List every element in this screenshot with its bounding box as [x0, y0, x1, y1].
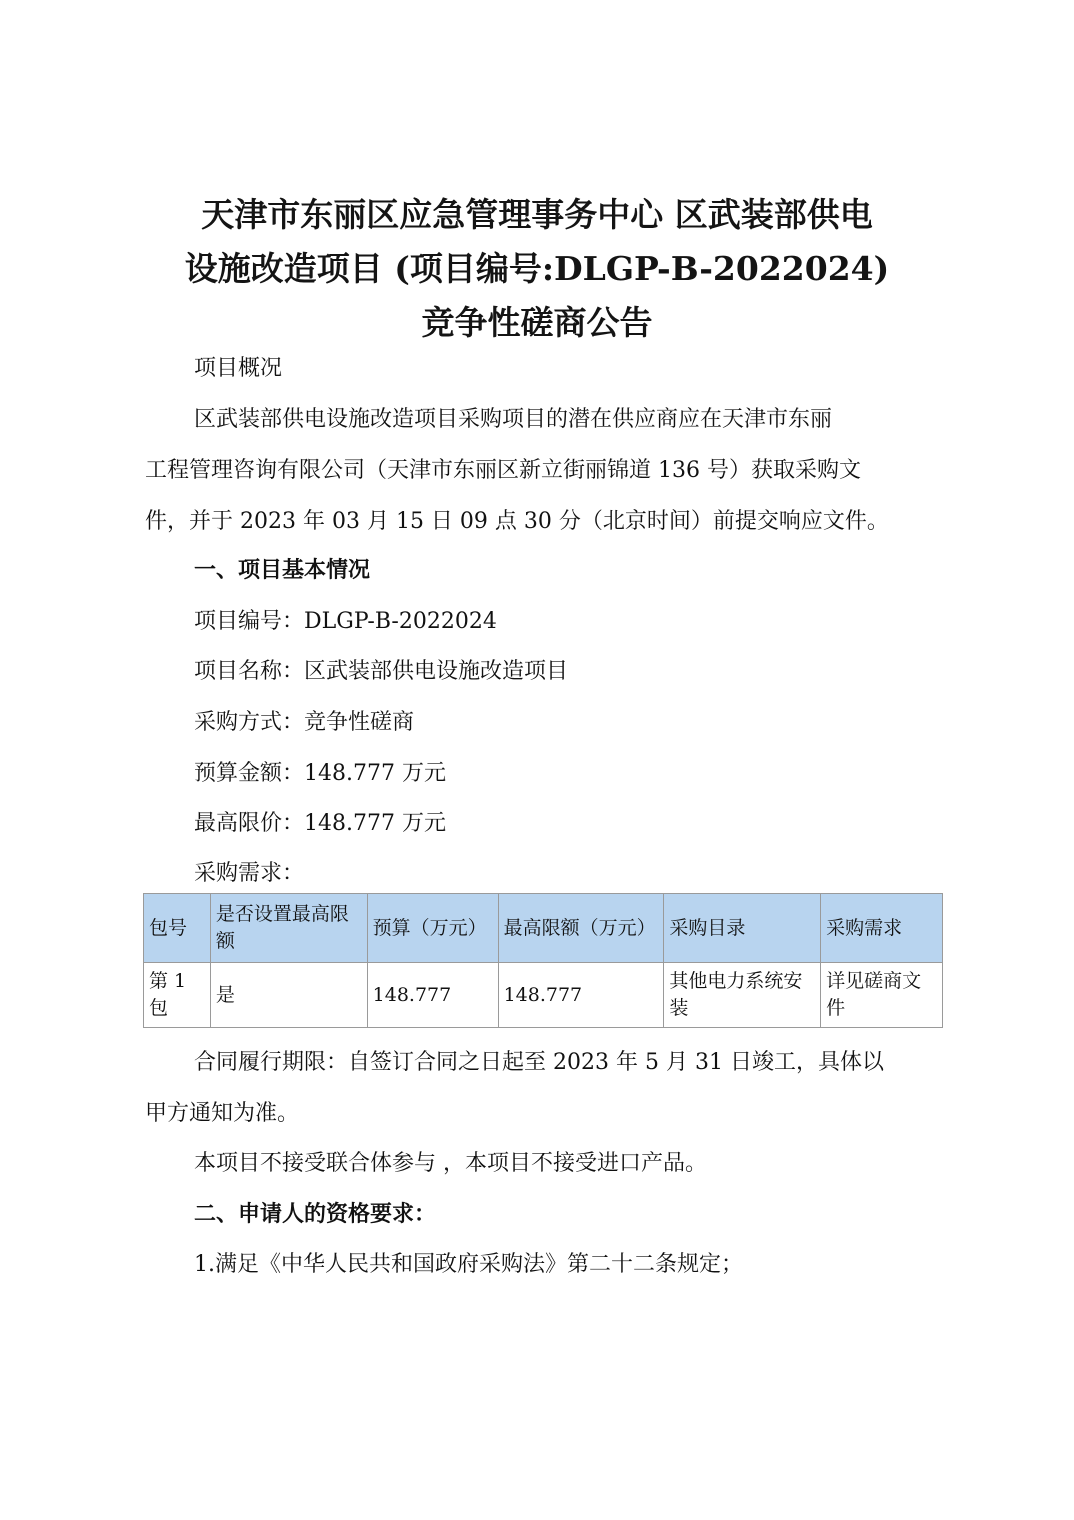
page-title: [100, 188, 974, 350]
title-line-3: 竞争性磋商公告: [421, 303, 653, 342]
overview-heading: 项目概况: [194, 356, 283, 381]
table-header-row: [144, 894, 943, 963]
header-catalog: 采购目录: [664, 894, 821, 963]
header-budget: 预算（万元）: [367, 894, 498, 963]
max-price: 最高限价：148.777 万元: [194, 811, 446, 836]
table-row: [144, 963, 943, 1028]
cell-budget: 148.777: [367, 963, 498, 1028]
overview-paragraph: [145, 394, 945, 547]
requirements-table: [143, 893, 943, 1028]
budget-amount: 预算金额：148.777 万元: [194, 761, 446, 786]
procurement-method: 采购方式：竞争性磋商: [194, 710, 415, 735]
cell-has-max-limit: 是: [210, 963, 367, 1028]
header-has-max-limit: 是否设置最高限额: [210, 894, 367, 963]
project-number: 项目编号：DLGP-B-2022024: [194, 609, 497, 634]
consortium-import-notice: 本项目不接受联合体参与 ，本项目不接受进口产品。: [194, 1151, 707, 1176]
cell-catalog: 其他电力系统安装: [664, 963, 821, 1028]
qualification-item-1: 1.满足《中华人民共和国政府采购法》第二十二条规定；: [194, 1252, 743, 1277]
section-1-heading: 一、项目基本情况: [194, 557, 371, 583]
header-max-limit: 最高限额（万元）: [498, 894, 664, 963]
cell-requirements: 详见磋商文件: [821, 963, 943, 1028]
project-name: 项目名称：区武装部供电设施改造项目: [194, 659, 569, 684]
overview-line-3: 件，并于 2023 年 03 月 15 日 09 点 30 分（北京时间）前提交响应文件。: [145, 509, 889, 534]
overview-line-2: 工程管理咨询有限公司（天津市东丽区新立街丽锦道 136 号）获取采购文: [145, 458, 861, 483]
overview-line-1: 区武装部供电设施改造项目采购项目的潜在供应商应在天津市东丽: [194, 407, 833, 432]
contract-term-paragraph: [145, 1037, 945, 1139]
section-2-heading: 二、申请人的资格要求：: [194, 1201, 437, 1227]
requirements-label: 采购需求：: [194, 861, 305, 886]
header-requirements: 采购需求: [821, 894, 943, 963]
contract-line-1: 合同履行期限：自签订合同之日起至 2023 年 5 月 31 日竣工，具体以: [194, 1050, 884, 1075]
title-line-1: 天津市东丽区应急管理事务中心 区武装部供电: [201, 195, 873, 234]
cell-package-no: 第 1 包: [144, 963, 211, 1028]
header-package-no: 包号: [144, 894, 211, 963]
title-line-2: 设施改造项目 (项目编号:DLGP-B-2022024): [184, 249, 890, 288]
contract-line-2: 甲方通知为准。: [145, 1101, 300, 1126]
cell-max-limit: 148.777: [498, 963, 664, 1028]
